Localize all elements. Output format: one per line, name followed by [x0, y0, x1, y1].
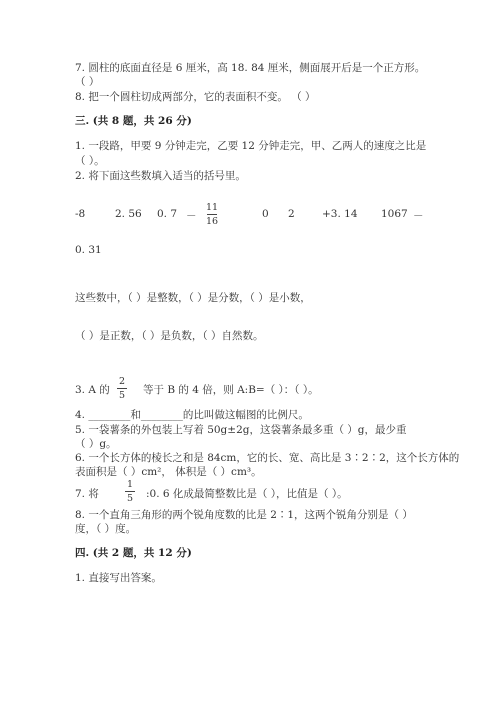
fraction-11-16 — [206, 202, 218, 227]
fraction-1-5 — [125, 479, 135, 504]
number-2-56: 2. 56 — [115, 208, 142, 220]
s3-q6-answer[interactable]: 表面积是（ ）cm²， 体积是（ ）cm³。 — [75, 466, 262, 478]
fraction-denominator: 5 — [126, 493, 134, 504]
s3-q4-text[interactable]: 4. ________和________的比叫做这幅图的比例尺。 — [75, 409, 309, 421]
number-0-31: 0. 31 — [75, 244, 102, 256]
fraction-bar — [207, 214, 217, 215]
number-neg8: -8 — [75, 208, 86, 220]
number-1067: 1067 — [381, 208, 408, 220]
number-2: 2 — [288, 208, 295, 220]
number-0-7: 0. 7 — [157, 208, 178, 220]
fraction-numerator: 1 — [126, 479, 134, 490]
s3-q7-prefix: 7. 将 — [75, 488, 99, 500]
s3-q3-prefix: 3. A 的 — [75, 384, 110, 396]
s3-q6-text: 6. 一个长方体的棱长之和是 84cm，它的长、宽、高比是 3∶2∶2，这个长方体的 — [75, 452, 460, 464]
s3-q3-text[interactable]: 等于 B 的 4 倍，则 A:B=（ ）：（ ）。 — [143, 384, 319, 396]
number-0: 0 — [262, 208, 269, 220]
minus-sign-2: － — [413, 210, 424, 222]
q7-answer-bracket[interactable]: （ ） — [75, 76, 100, 88]
minus-sign: － — [186, 210, 197, 222]
s3-q1-text: 1. 一段路，甲要 9 分钟走完，乙要 12 分钟走完，甲、乙两人的速度之比是 — [75, 140, 427, 152]
s3-q1-answer-bracket[interactable]: （ ）。 — [75, 155, 105, 167]
s3-q8-answer[interactable]: 度，（ ）度。 — [75, 523, 137, 535]
classify-line-1[interactable]: 这些数中，（ ）是整数，（ ）是分数，（ ）是小数， — [75, 292, 311, 304]
section-4-heading: 四. (共 2 题，共 12 分) — [75, 547, 192, 559]
fraction-2-5 — [117, 376, 127, 401]
q7-text: 7. 圆柱的底面直径是 6 厘米，高 18. 84 厘米，侧面展开后是一个正方形。 — [75, 62, 426, 74]
fraction-numerator: 11 — [206, 202, 219, 213]
fraction-bar — [117, 388, 127, 389]
s3-q7-text[interactable]: :0. 6 化成最简整数比是（ ），比值是（ ）。 — [146, 488, 348, 500]
s3-q2-text: 2. 将下面这些数填入适当的括号里。 — [75, 170, 246, 182]
fraction-denominator: 5 — [118, 390, 126, 401]
fraction-bar — [125, 491, 135, 492]
s4-q1-text: 1. 直接写出答案。 — [75, 572, 162, 584]
classify-line-2[interactable]: （ ）是正数，（ ）是负数，（ ）自然数。 — [75, 330, 264, 342]
fraction-denominator: 16 — [206, 216, 219, 227]
section-3-heading: 三. (共 8 题，共 26 分) — [75, 115, 192, 127]
q8-text: 8. 把一个圆柱切成两部分，它的表面积不变。 （ ） — [75, 91, 316, 103]
fraction-numerator: 2 — [118, 376, 126, 387]
s3-q5-text[interactable]: 5. 一袋薯条的外包装上写着 50g±2g，这袋薯条最多重（ ）g，最少重 — [75, 424, 407, 436]
s3-q8-text[interactable]: 8. 一个直角三角形的两个锐角度数的比是 2∶1，这两个锐角分别是（ ） — [75, 509, 413, 521]
number-plus-3-14: +3. 14 — [322, 208, 358, 220]
s3-q5-answer[interactable]: （ ）g。 — [75, 438, 117, 450]
